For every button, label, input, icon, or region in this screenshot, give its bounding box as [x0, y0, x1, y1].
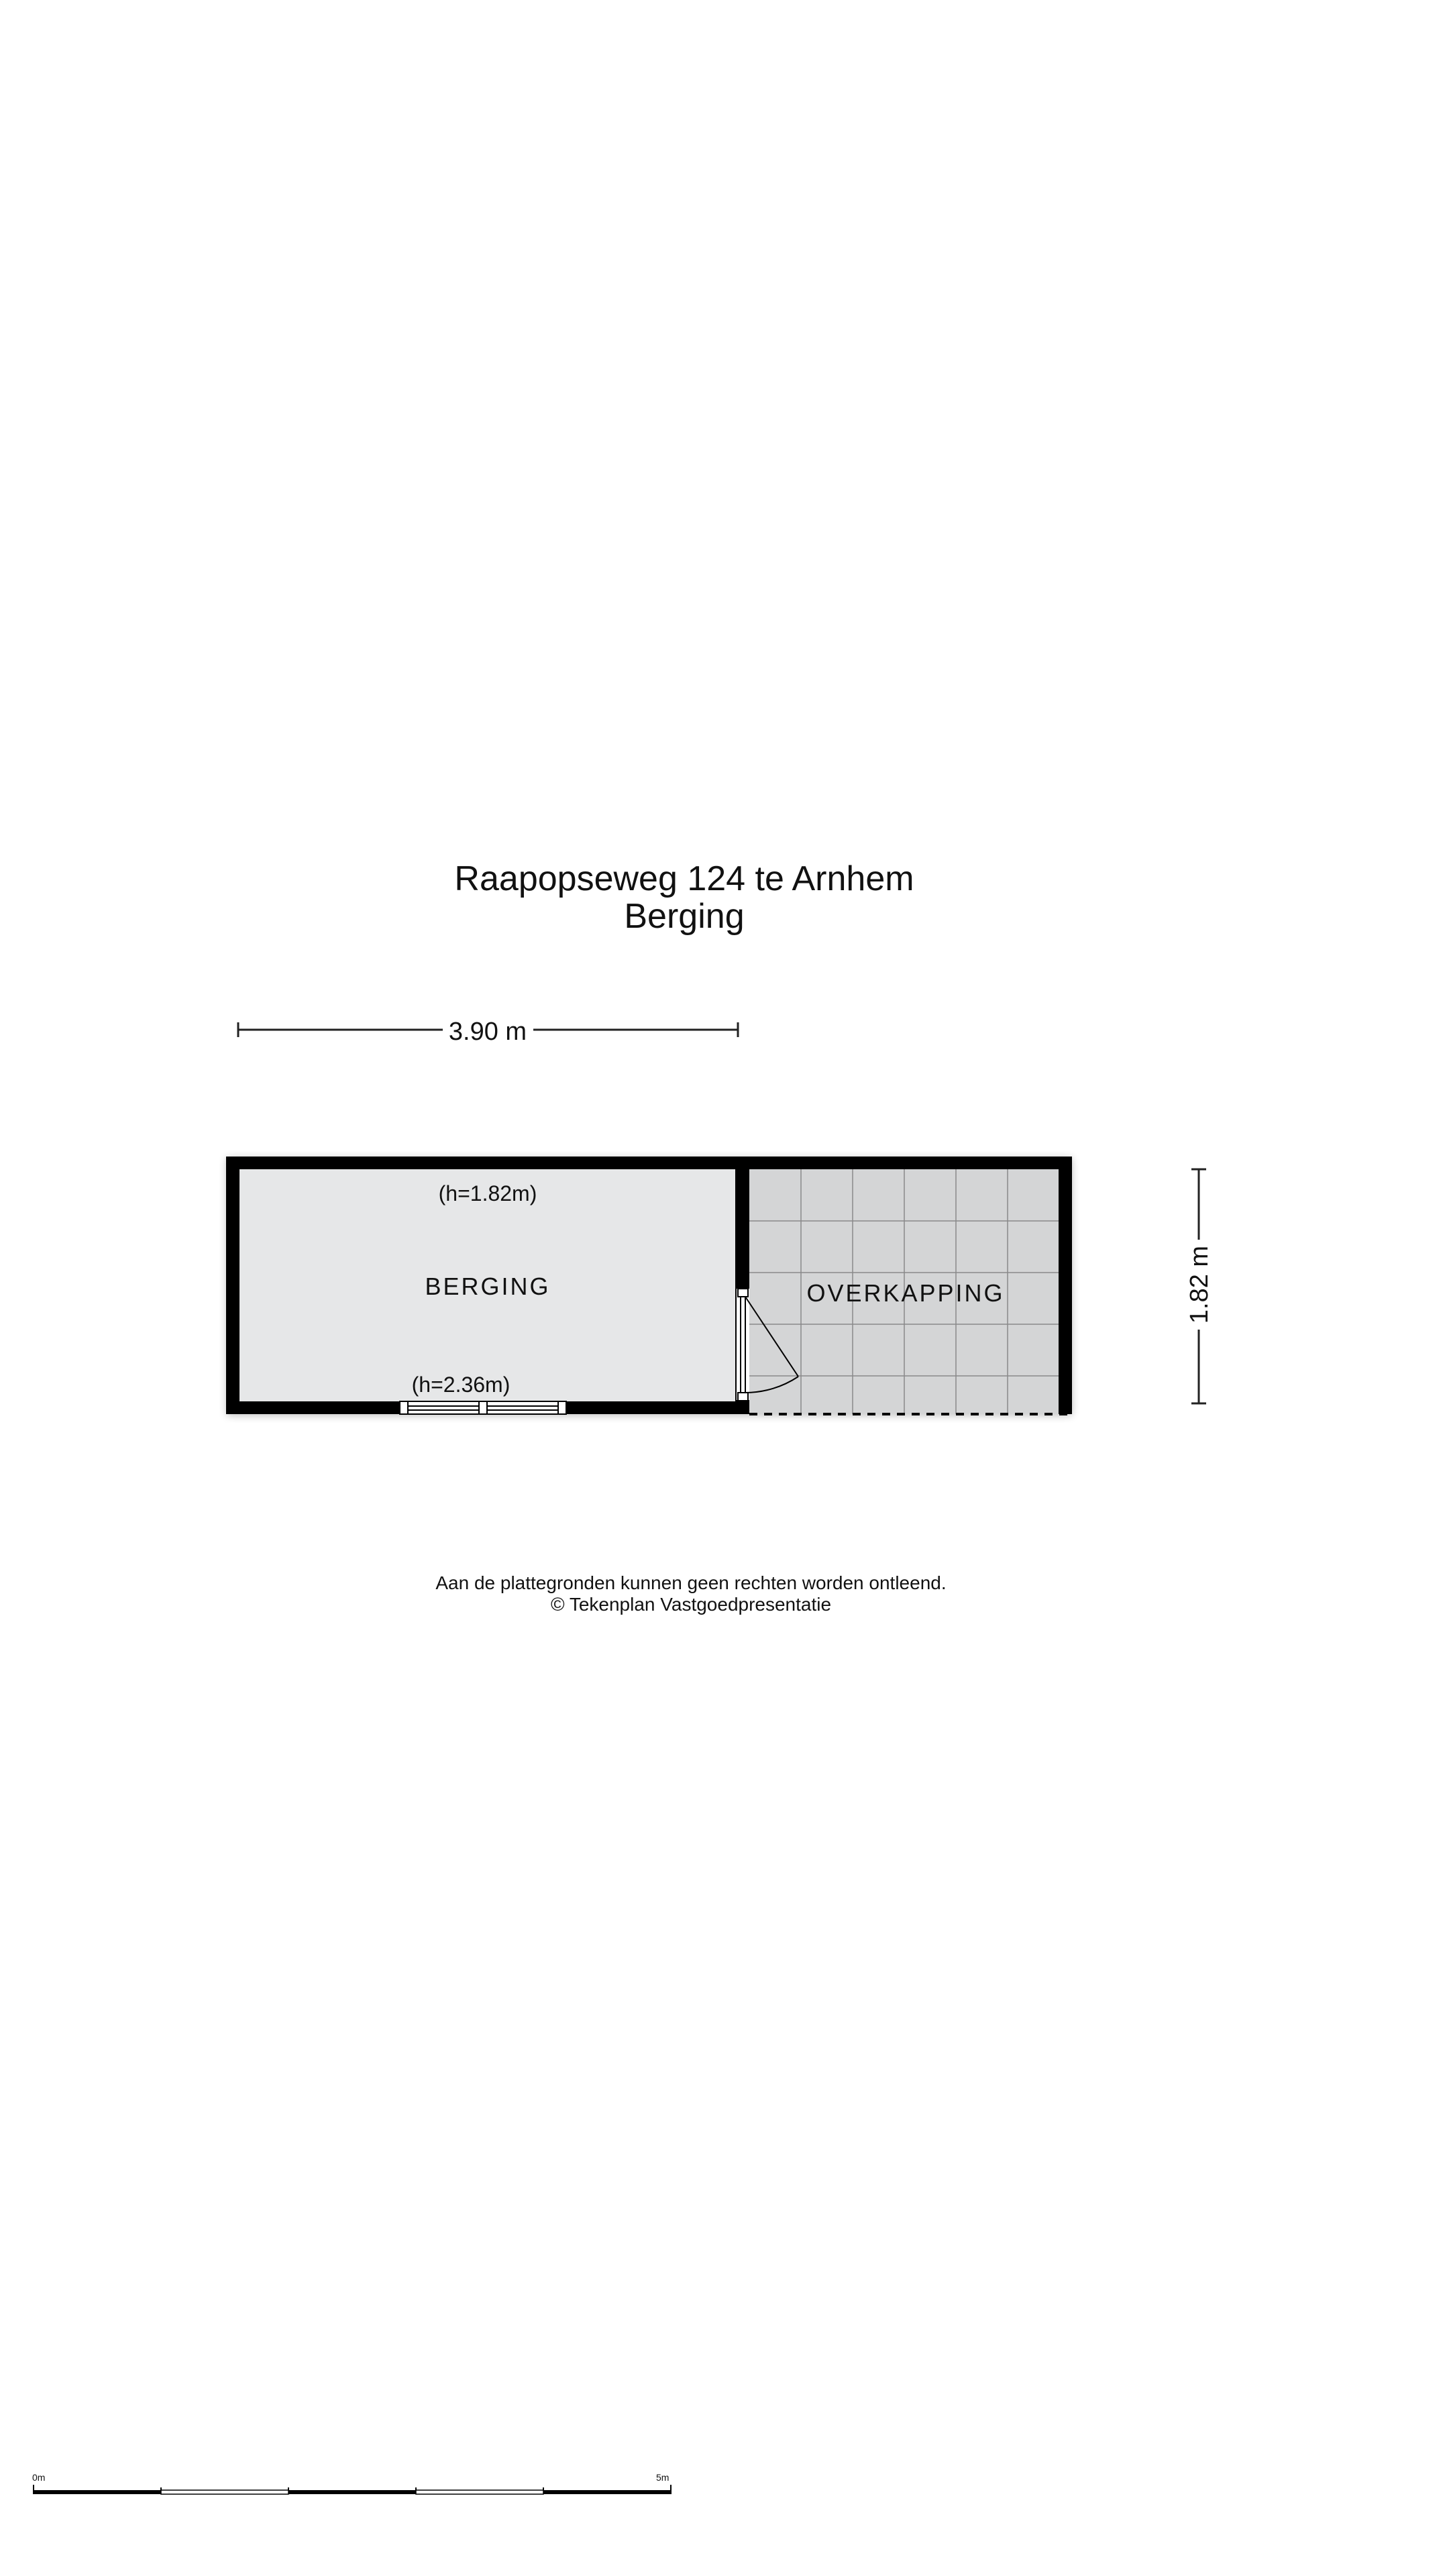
overkapping-area: [735, 1157, 1072, 1414]
scale-start-label: 0m: [32, 2472, 46, 2483]
plan-subtitle: Berging: [624, 897, 745, 936]
plan-title: Raapopseweg 124 te Arnhem: [454, 859, 914, 898]
width-dimension: [238, 1018, 738, 1046]
berging-height-bottom: (h=2.36m): [411, 1373, 511, 1397]
height-dimension: [1185, 1169, 1214, 1403]
height-label: 1.82 m: [1185, 1245, 1214, 1324]
window: [400, 1401, 566, 1414]
scale-bar: [32, 2472, 671, 2494]
copyright-text: © Tekenplan Vastgoedpresentatie: [550, 1594, 832, 1615]
overkapping-right-wall: [1059, 1157, 1072, 1414]
berging-room: [226, 1157, 749, 1414]
width-label: 3.90 m: [448, 1018, 527, 1046]
berging-height-top: (h=1.82m): [438, 1181, 537, 1205]
overkapping-top-wall: [735, 1157, 1072, 1169]
disclaimer-text: Aan de plattegronden kunnen geen rechten worden ontleend.: [435, 1572, 947, 1593]
overkapping-label: OVERKAPPING: [806, 1279, 1005, 1307]
berging-label: BERGING: [425, 1273, 551, 1300]
door-opening: [737, 1289, 749, 1400]
scale-end-label: 5m: [656, 2472, 669, 2483]
